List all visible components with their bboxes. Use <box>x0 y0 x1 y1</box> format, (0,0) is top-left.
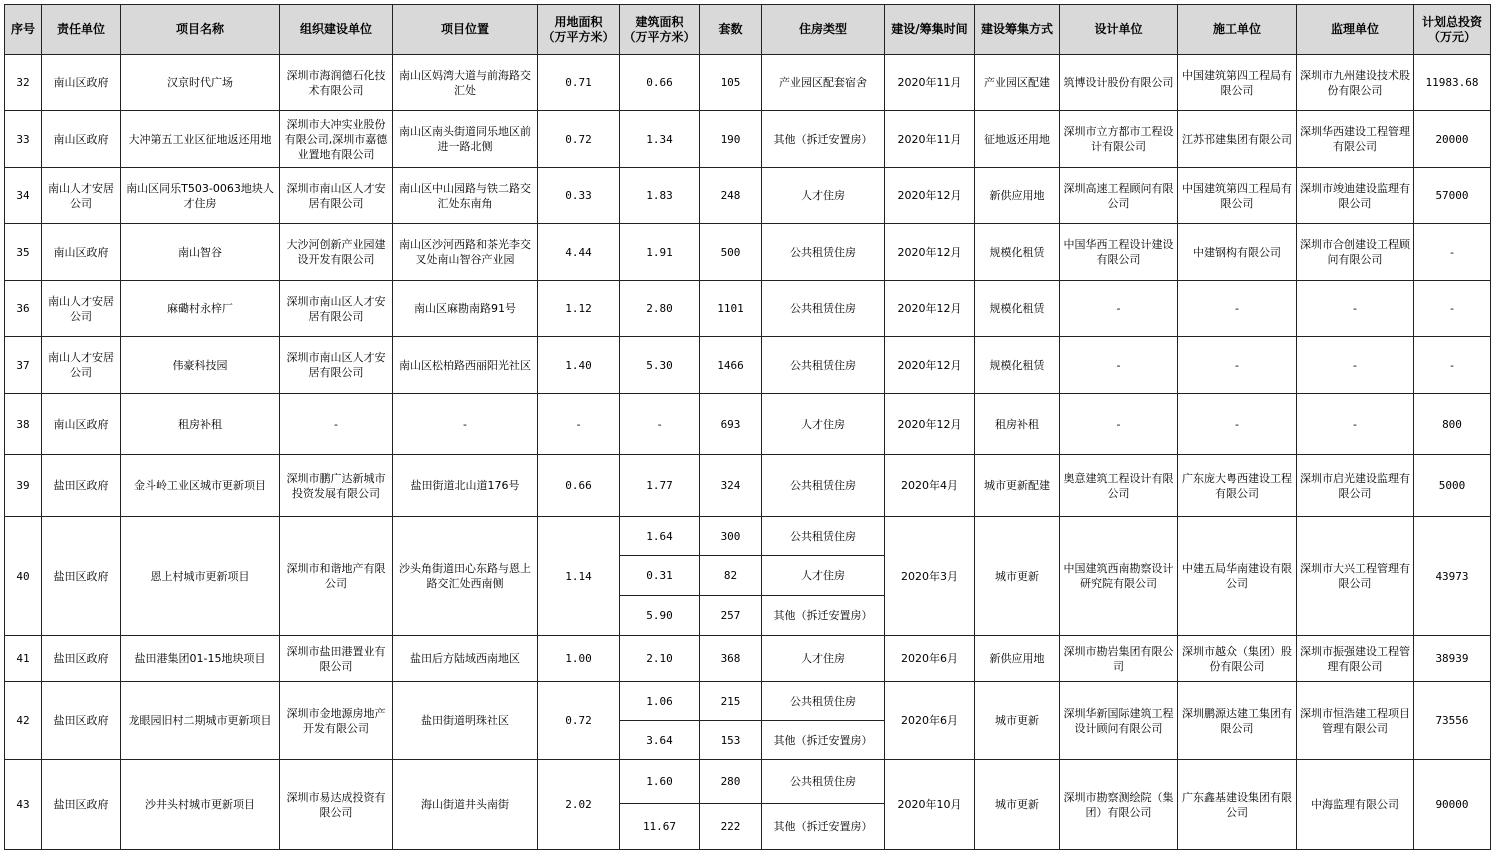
cell-no: 36 <box>5 281 42 337</box>
cell-project-name: 麻磡村永梓厂 <box>121 281 280 337</box>
cell-responsible-unit: 南山区政府 <box>42 394 121 455</box>
cell-construction-unit: 中建五局华南建设有限公司 <box>1178 517 1297 636</box>
cell-project-name: 租房补租 <box>121 394 280 455</box>
cell-building-area: 1.91 <box>620 224 700 281</box>
cell-organizer: 大沙河创新产业园建设开发有限公司 <box>280 224 393 281</box>
cell-location: 海山街道井头南街 <box>393 760 538 850</box>
cell-housing-type: 人才住房 <box>762 168 885 224</box>
cell-responsible-unit: 盐田区政府 <box>42 455 121 517</box>
column-header: 设计单位 <box>1060 5 1178 55</box>
cell-design-unit: 奥意建筑工程设计有限公司 <box>1060 455 1178 517</box>
cell-building-area: 2.10 <box>620 636 700 682</box>
cell-no: 34 <box>5 168 42 224</box>
cell-land-area: 0.71 <box>538 55 620 111</box>
cell-construction-unit: 广东鑫基建设集团有限公司 <box>1178 760 1297 850</box>
cell-responsible-unit: 南山区政府 <box>42 111 121 168</box>
cell-housing-type: 人才住房 <box>762 394 885 455</box>
cell-construction-unit: 深圳市越众（集团）股份有限公司 <box>1178 636 1297 682</box>
cell-supervision-unit: 深圳市启光建设监理有限公司 <box>1297 455 1414 517</box>
cell-location: 南山区中山园路与铁二路交汇处东南角 <box>393 168 538 224</box>
table-row <box>5 682 1491 721</box>
cell-location: - <box>393 394 538 455</box>
cell-method: 城市更新 <box>975 760 1060 850</box>
cell-supervision-unit: 深圳市合创建设工程顾问有限公司 <box>1297 224 1414 281</box>
cell-investment: - <box>1414 337 1491 394</box>
cell-design-unit: - <box>1060 281 1178 337</box>
cell-housing-type: 公共租赁住房 <box>762 281 885 337</box>
cell-building-area: 5.30 <box>620 337 700 394</box>
cell-housing-type: 公共租赁住房 <box>762 224 885 281</box>
cell-project-name: 恩上村城市更新项目 <box>121 517 280 636</box>
cell-project-name: 汉京时代广场 <box>121 55 280 111</box>
cell-organizer: 深圳市鹏广达新城市投资发展有限公司 <box>280 455 393 517</box>
cell-supervision-unit: 深圳市竣迪建设监理有限公司 <box>1297 168 1414 224</box>
cell-housing-type: 公共租赁住房 <box>762 337 885 394</box>
cell-location: 南山区沙河西路和茶光李交叉处南山智谷产业园 <box>393 224 538 281</box>
cell-design-unit: - <box>1060 394 1178 455</box>
cell-construction-unit: 深圳鹏源达建工集团有限公司 <box>1178 682 1297 760</box>
cell-construction-unit: - <box>1178 281 1297 337</box>
cell-housing-type: 人才住房 <box>762 636 885 682</box>
cell-investment: 800 <box>1414 394 1491 455</box>
cell-sets: 693 <box>700 394 762 455</box>
cell-location: 盐田街道北山道176号 <box>393 455 538 517</box>
cell-organizer: 深圳市海润德石化技术有限公司 <box>280 55 393 111</box>
cell-housing-type: 产业园区配套宿舍 <box>762 55 885 111</box>
cell-investment: 11983.68 <box>1414 55 1491 111</box>
cell-organizer: 深圳市易达成投资有限公司 <box>280 760 393 850</box>
cell-sets: 280 <box>700 760 762 804</box>
cell-construction-unit: 中国建筑第四工程局有限公司 <box>1178 55 1297 111</box>
cell-building-area: 2.80 <box>620 281 700 337</box>
cell-land-area: 0.72 <box>538 682 620 760</box>
housing-projects-table <box>4 4 1491 850</box>
cell-time: 2020年12月 <box>885 168 975 224</box>
cell-location: 南山区松柏路西丽阳光社区 <box>393 337 538 394</box>
cell-no: 40 <box>5 517 42 636</box>
cell-no: 38 <box>5 394 42 455</box>
cell-time: 2020年6月 <box>885 682 975 760</box>
cell-investment: 38939 <box>1414 636 1491 682</box>
cell-supervision-unit: - <box>1297 394 1414 455</box>
cell-sets: 105 <box>700 55 762 111</box>
cell-responsible-unit: 南山人才安居公司 <box>42 281 121 337</box>
cell-investment: 90000 <box>1414 760 1491 850</box>
cell-organizer: - <box>280 394 393 455</box>
header-row <box>5 5 1491 55</box>
cell-building-area: 1.60 <box>620 760 700 804</box>
cell-design-unit: 深圳市立方都市工程设计有限公司 <box>1060 111 1178 168</box>
cell-investment: - <box>1414 224 1491 281</box>
cell-no: 37 <box>5 337 42 394</box>
cell-design-unit: 深圳华新国际建筑工程设计顾问有限公司 <box>1060 682 1178 760</box>
cell-method: 新供应用地 <box>975 636 1060 682</box>
cell-responsible-unit: 盐田区政府 <box>42 682 121 760</box>
cell-investment: 20000 <box>1414 111 1491 168</box>
cell-housing-type: 其他（拆迁安置房） <box>762 596 885 636</box>
cell-responsible-unit: 盐田区政府 <box>42 636 121 682</box>
column-header: 责任单位 <box>42 5 121 55</box>
cell-method: 新供应用地 <box>975 168 1060 224</box>
cell-land-area: 4.44 <box>538 224 620 281</box>
cell-sets: 257 <box>700 596 762 636</box>
cell-method: 产业园区配建 <box>975 55 1060 111</box>
cell-land-area: 0.33 <box>538 168 620 224</box>
cell-location: 南山区麻勘南路91号 <box>393 281 538 337</box>
cell-investment: - <box>1414 281 1491 337</box>
cell-building-area: 3.64 <box>620 721 700 760</box>
cell-building-area: - <box>620 394 700 455</box>
cell-location: 南山区妈湾大道与前海路交汇处 <box>393 55 538 111</box>
cell-method: 城市更新 <box>975 517 1060 636</box>
cell-project-name: 沙井头村城市更新项目 <box>121 760 280 850</box>
cell-land-area: 1.14 <box>538 517 620 636</box>
cell-investment: 73556 <box>1414 682 1491 760</box>
cell-time: 2020年12月 <box>885 224 975 281</box>
cell-time: 2020年11月 <box>885 111 975 168</box>
cell-project-name: 金斗岭工业区城市更新项目 <box>121 455 280 517</box>
column-header: 项目名称 <box>121 5 280 55</box>
cell-construction-unit: 中国建筑第四工程局有限公司 <box>1178 168 1297 224</box>
cell-supervision-unit: 深圳市九州建设技术股份有限公司 <box>1297 55 1414 111</box>
cell-location: 盐田后方陆域西南地区 <box>393 636 538 682</box>
cell-time: 2020年12月 <box>885 394 975 455</box>
column-header: 监理单位 <box>1297 5 1414 55</box>
column-header: 用地面积 （万平方米） <box>538 5 620 55</box>
cell-supervision-unit: - <box>1297 337 1414 394</box>
cell-investment: 57000 <box>1414 168 1491 224</box>
cell-sets: 190 <box>700 111 762 168</box>
cell-organizer: 深圳市金地源房地产开发有限公司 <box>280 682 393 760</box>
cell-organizer: 深圳市南山区人才安居有限公司 <box>280 281 393 337</box>
cell-location: 盐田街道明珠社区 <box>393 682 538 760</box>
cell-time: 2020年12月 <box>885 337 975 394</box>
cell-design-unit: 深圳市勘察测绘院（集团）有限公司 <box>1060 760 1178 850</box>
cell-building-area: 1.83 <box>620 168 700 224</box>
cell-housing-type: 其他（拆迁安置房） <box>762 804 885 850</box>
cell-housing-type: 人才住房 <box>762 556 885 596</box>
cell-construction-unit: 江苏邗建集团有限公司 <box>1178 111 1297 168</box>
cell-land-area: 1.00 <box>538 636 620 682</box>
table-row <box>5 224 1491 281</box>
cell-supervision-unit: 中海监理有限公司 <box>1297 760 1414 850</box>
table-row <box>5 281 1491 337</box>
cell-sets: 300 <box>700 517 762 556</box>
column-header: 项目位置 <box>393 5 538 55</box>
cell-housing-type: 其他（拆迁安置房） <box>762 721 885 760</box>
table-row <box>5 517 1491 556</box>
cell-method: 规模化租赁 <box>975 224 1060 281</box>
cell-supervision-unit: 深圳市恒浩建工程项目管理有限公司 <box>1297 682 1414 760</box>
cell-method: 规模化租赁 <box>975 337 1060 394</box>
table-row <box>5 636 1491 682</box>
table-row <box>5 55 1491 111</box>
column-header: 住房类型 <box>762 5 885 55</box>
cell-sets: 1466 <box>700 337 762 394</box>
cell-responsible-unit: 盐田区政府 <box>42 760 121 850</box>
cell-project-name: 大冲第五工业区征地返还用地 <box>121 111 280 168</box>
cell-building-area: 5.90 <box>620 596 700 636</box>
cell-location: 沙头角街道田心东路与恩上路交汇处西南侧 <box>393 517 538 636</box>
cell-land-area: 2.02 <box>538 760 620 850</box>
cell-responsible-unit: 盐田区政府 <box>42 517 121 636</box>
cell-land-area: 1.40 <box>538 337 620 394</box>
cell-investment: 5000 <box>1414 455 1491 517</box>
table-row <box>5 760 1491 804</box>
cell-sets: 500 <box>700 224 762 281</box>
cell-method: 租房补租 <box>975 394 1060 455</box>
column-header: 施工单位 <box>1178 5 1297 55</box>
cell-responsible-unit: 南山人才安居公司 <box>42 337 121 394</box>
cell-building-area: 1.34 <box>620 111 700 168</box>
cell-time: 2020年3月 <box>885 517 975 636</box>
cell-time: 2020年4月 <box>885 455 975 517</box>
cell-project-name: 南山智谷 <box>121 224 280 281</box>
cell-design-unit: 中国华西工程设计建设有限公司 <box>1060 224 1178 281</box>
cell-design-unit: 中国建筑西南勘察设计研究院有限公司 <box>1060 517 1178 636</box>
cell-supervision-unit: 深圳华西建设工程管理有限公司 <box>1297 111 1414 168</box>
cell-project-name: 南山区同乐T503-0063地块人才住房 <box>121 168 280 224</box>
table-row <box>5 455 1491 517</box>
cell-housing-type: 公共租赁住房 <box>762 760 885 804</box>
cell-method: 征地返还用地 <box>975 111 1060 168</box>
cell-organizer: 深圳市南山区人才安居有限公司 <box>280 337 393 394</box>
cell-time: 2020年11月 <box>885 55 975 111</box>
cell-investment: 43973 <box>1414 517 1491 636</box>
cell-method: 规模化租赁 <box>975 281 1060 337</box>
cell-building-area: 0.31 <box>620 556 700 596</box>
cell-organizer: 深圳市南山区人才安居有限公司 <box>280 168 393 224</box>
cell-land-area: 0.72 <box>538 111 620 168</box>
cell-building-area: 11.67 <box>620 804 700 850</box>
cell-land-area: - <box>538 394 620 455</box>
cell-organizer: 深圳市和谐地产有限公司 <box>280 517 393 636</box>
cell-sets: 324 <box>700 455 762 517</box>
cell-no: 41 <box>5 636 42 682</box>
cell-construction-unit: 广东庞大粤西建设工程有限公司 <box>1178 455 1297 517</box>
cell-sets: 153 <box>700 721 762 760</box>
cell-sets: 215 <box>700 682 762 721</box>
column-header: 组织建设单位 <box>280 5 393 55</box>
cell-location: 南山区南头街道同乐地区前进一路北侧 <box>393 111 538 168</box>
column-header: 序号 <box>5 5 42 55</box>
cell-building-area: 1.77 <box>620 455 700 517</box>
cell-housing-type: 公共租赁住房 <box>762 682 885 721</box>
cell-housing-type: 公共租赁住房 <box>762 517 885 556</box>
column-header: 建设/筹集时间 <box>885 5 975 55</box>
cell-method: 城市更新 <box>975 682 1060 760</box>
cell-responsible-unit: 南山区政府 <box>42 224 121 281</box>
cell-design-unit: 筑博设计股份有限公司 <box>1060 55 1178 111</box>
cell-supervision-unit: 深圳市振强建设工程管理有限公司 <box>1297 636 1414 682</box>
cell-sets: 368 <box>700 636 762 682</box>
cell-construction-unit: - <box>1178 394 1297 455</box>
cell-building-area: 0.66 <box>620 55 700 111</box>
table-row <box>5 111 1491 168</box>
cell-land-area: 0.66 <box>538 455 620 517</box>
cell-no: 39 <box>5 455 42 517</box>
cell-time: 2020年12月 <box>885 281 975 337</box>
cell-no: 33 <box>5 111 42 168</box>
table-row <box>5 394 1491 455</box>
cell-supervision-unit: 深圳市大兴工程管理有限公司 <box>1297 517 1414 636</box>
cell-no: 43 <box>5 760 42 850</box>
cell-organizer: 深圳市盐田港置业有限公司 <box>280 636 393 682</box>
cell-sets: 248 <box>700 168 762 224</box>
cell-supervision-unit: - <box>1297 281 1414 337</box>
cell-no: 32 <box>5 55 42 111</box>
cell-responsible-unit: 南山人才安居公司 <box>42 168 121 224</box>
cell-housing-type: 其他（拆迁安置房） <box>762 111 885 168</box>
cell-project-name: 龙眼园旧村二期城市更新项目 <box>121 682 280 760</box>
column-header: 套数 <box>700 5 762 55</box>
cell-construction-unit: - <box>1178 337 1297 394</box>
cell-organizer: 深圳市大冲实业股份有限公司,深圳市嘉德业置地有限公司 <box>280 111 393 168</box>
cell-design-unit: 深圳市勘岩集团有限公司 <box>1060 636 1178 682</box>
cell-design-unit: - <box>1060 337 1178 394</box>
cell-building-area: 1.64 <box>620 517 700 556</box>
cell-housing-type: 公共租赁住房 <box>762 455 885 517</box>
cell-project-name: 伟豪科技园 <box>121 337 280 394</box>
cell-construction-unit: 中建钢构有限公司 <box>1178 224 1297 281</box>
column-header: 计划总投资 （万元） <box>1414 5 1491 55</box>
cell-no: 42 <box>5 682 42 760</box>
cell-land-area: 1.12 <box>538 281 620 337</box>
cell-no: 35 <box>5 224 42 281</box>
cell-time: 2020年6月 <box>885 636 975 682</box>
cell-design-unit: 深圳高速工程顾问有限公司 <box>1060 168 1178 224</box>
cell-method: 城市更新配建 <box>975 455 1060 517</box>
cell-sets: 82 <box>700 556 762 596</box>
cell-project-name: 盐田港集团01-15地块项目 <box>121 636 280 682</box>
column-header: 建设筹集方式 <box>975 5 1060 55</box>
table-row <box>5 337 1491 394</box>
cell-time: 2020年10月 <box>885 760 975 850</box>
table-row <box>5 168 1491 224</box>
column-header: 建筑面积 （万平方米） <box>620 5 700 55</box>
cell-responsible-unit: 南山区政府 <box>42 55 121 111</box>
cell-sets: 222 <box>700 804 762 850</box>
cell-building-area: 1.06 <box>620 682 700 721</box>
cell-sets: 1101 <box>700 281 762 337</box>
